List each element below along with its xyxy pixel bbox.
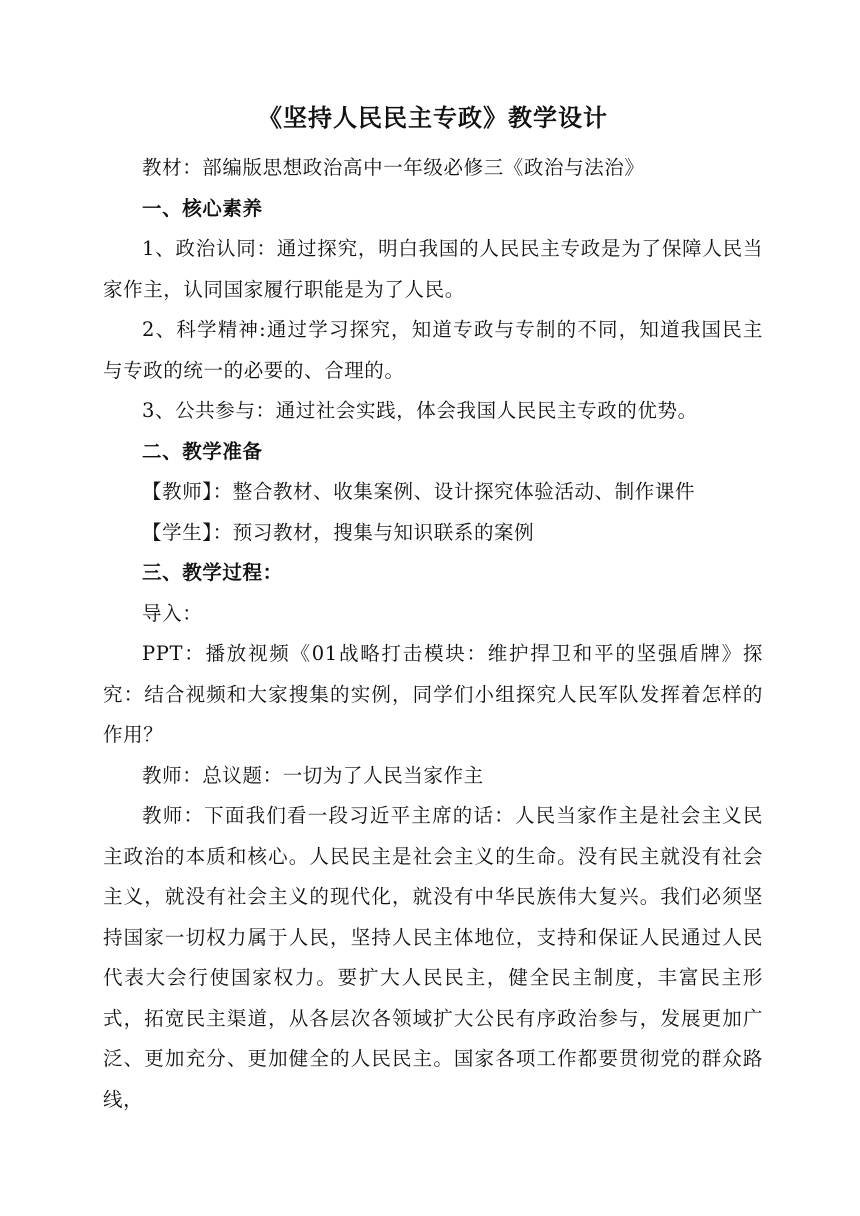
process-topic-paragraph: 教师：总议题：一切为了人民当家作主 [142,763,484,787]
core-literacy-item-2: 2、科学精神:通过学习探究，知道专政与专制的不同，知道我国民主与专政的统一的必要的、合理的。 [103,318,763,382]
document-title: 《坚持人民民主专政》教学设计 [258,104,608,132]
section-heading-preparation: 二、教学准备 [142,439,263,463]
section-heading-core-literacy: 一、核心素养 [142,196,263,220]
process-intro-label: 导入： [142,601,203,625]
process-ppt-paragraph: PPT：播放视频《01战略打击模块：维护捍卫和平的坚强盾牌》探究：结合视频和大家搜集的实例，同学们小组探究人民军队发挥着怎样的作用？ [103,642,763,746]
preparation-student: 【学生】：预习教材，搜集与知识联系的案例 [142,520,535,544]
core-literacy-item-1: 1、政治认同：通过探究，明白我国的人民民主专政是为了保障人民当家作主，认同国家履行职能是为了人民。 [103,237,763,301]
core-literacy-item-3: 3、公共参与：通过社会实践，体会我国人民民主专政的优势。 [142,399,698,422]
document-page [103,98,763,1120]
preparation-teacher: 【教师】：整合教材、收集案例、设计探究体验活动、制作课件 [142,480,696,503]
material-line: 教材：部编版思想政治高中一年级必修三《政治与法治》 [142,156,645,179]
section-heading-process: 三、教学过程： [142,561,283,584]
process-speech-paragraph: 教师：下面我们看一段习近平主席的话：人民当家作主是社会主义民主政治的本质和核心。人民民主是社会主义的生命。没有民主就没有社会主义，就没有社会主义的现代化，就没有中华民族伟大复兴。我们必须坚持国家一切权力属于人民，坚持人民主体地位，支持和保证人民通过人民代表大会行使国家权力。要扩大人民民主，健全民主制度，丰富民主形式，拓宽民主渠道，从各层次各领域扩大公民有序政治参与，发展更加广泛、更加充分、更加健全的人民民主。国家各项工作都要贯彻党的群众路线， [103,804,763,1111]
